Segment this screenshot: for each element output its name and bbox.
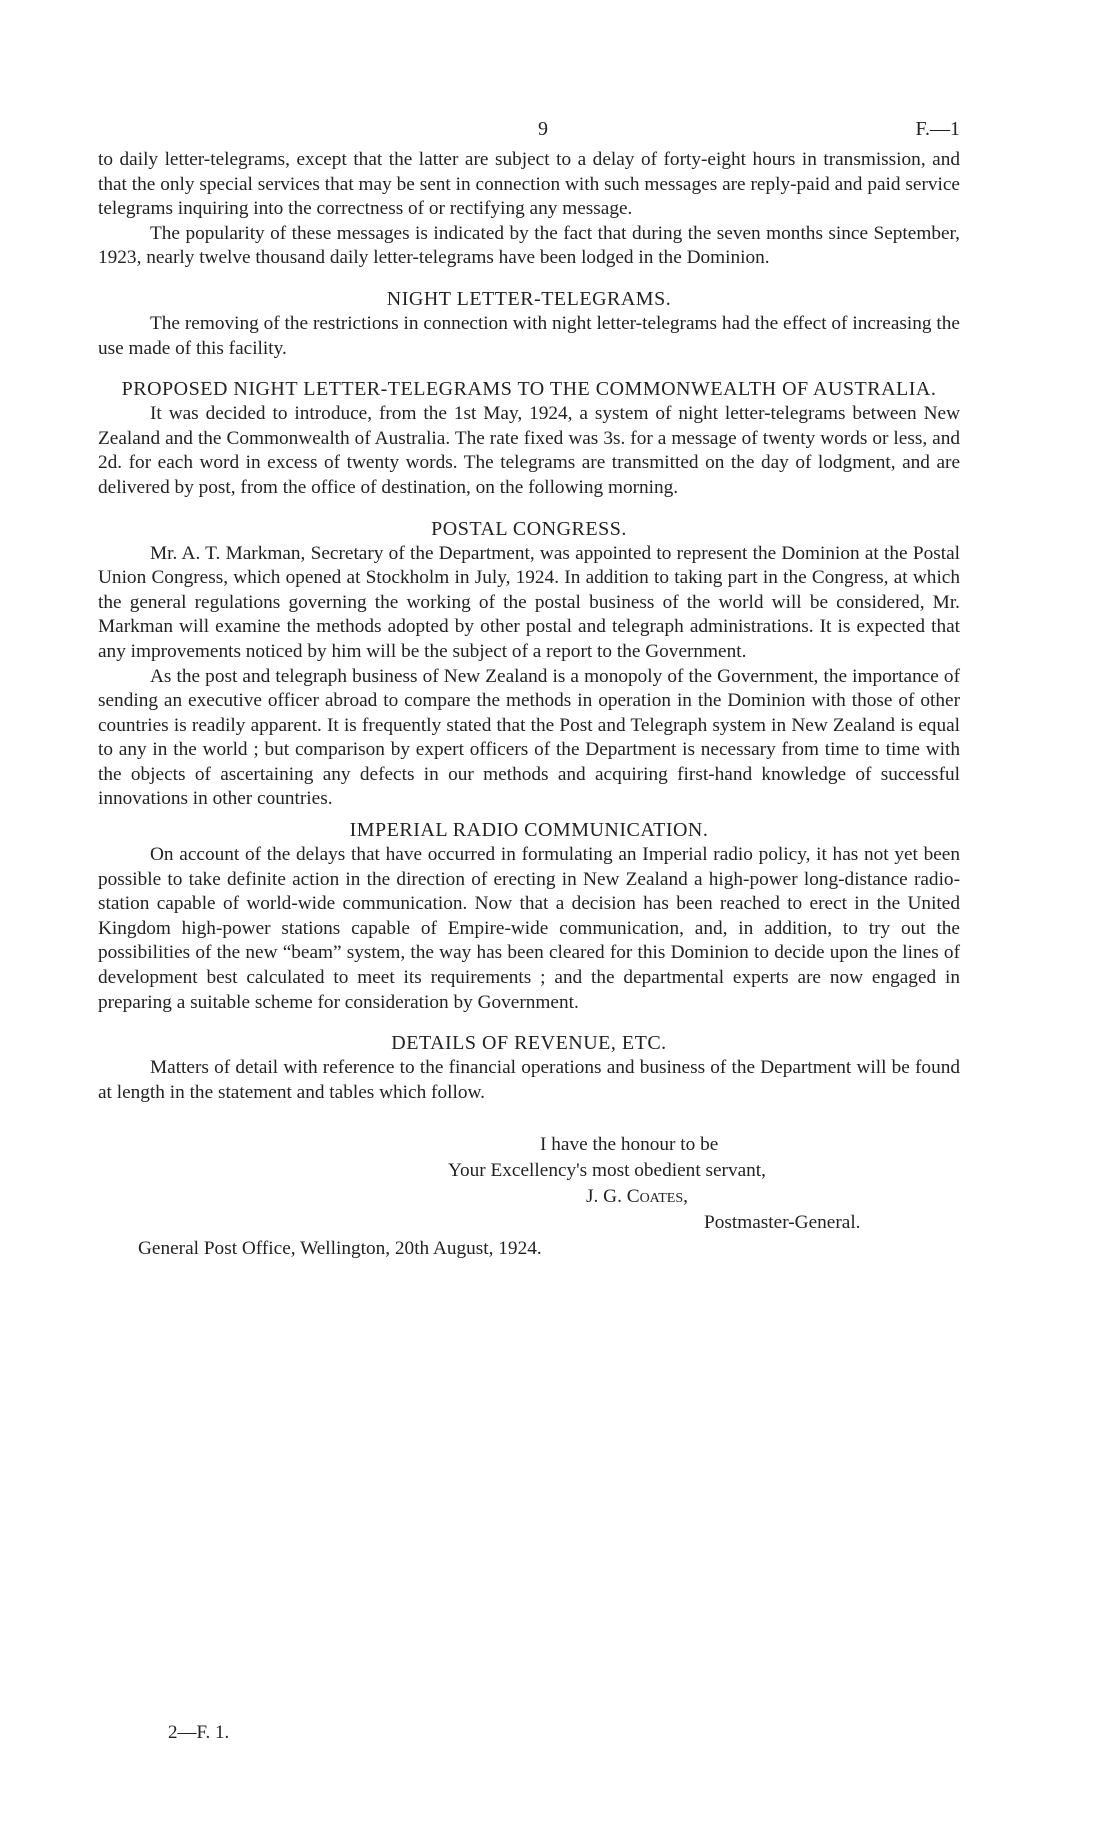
page-number: 9 — [538, 118, 548, 140]
closing-line-honour: I have the honour to be — [540, 1134, 719, 1156]
section-heading-revenue: DETAILS OF REVENUE, ETC. — [391, 1032, 667, 1055]
footer-reference: 2—F. 1. — [168, 1722, 230, 1743]
place-and-date: General Post Office, Wellington, 20th August, 1924. — [138, 1238, 542, 1260]
intro-paragraph-1: to daily letter-telegrams, except that the latter are subject to a delay of forty-eight hours in transmission, and that the only special services that may be sent in connection with such messages are reply-paid and paid service telegrams inquiring into the correctness of or rectifying any message. — [98, 149, 960, 220]
closing-line-servant: Your Excellency's most obedient servant, — [448, 1160, 766, 1182]
document-page — [98, 118, 960, 1293]
running-head — [98, 118, 960, 148]
section-heading-imperial-radio: IMPERIAL RADIO COMMUNICATION. — [349, 819, 709, 842]
section-heading-proposed-night-letter: PROPOSED NIGHT LETTER-TELEGRAMS TO THE COMMONWEALTH OF AUSTRALIA. — [121, 378, 937, 401]
revenue-paragraph: Matters of detail with reference to the financial operations and business of the Department will be found at length in the statement and tables which follow. — [98, 1057, 960, 1103]
postal-congress-paragraph-2: As the post and telegraph business of New Zealand is a monopoly of the Government, the importance of sending an executive officer abroad to compare the methods in operation in the Dominion with those of other countries is readily apparent. It is frequently stated that the Post and Telegraph system in New Zealand is equal to any in the world ; but comparison by expert officers of the Department is necessary from time to time with the objects of ascertaining any defects in our methods and acquiring first-hand knowledge of successful innovations in other countries. — [98, 665, 960, 810]
document-reference: F.—1 — [915, 118, 960, 140]
signature-title: Postmaster-General. — [704, 1212, 861, 1234]
night-letter-paragraph: The removing of the restrictions in connection with night letter-telegrams had the effect of increasing the use made of this facility. — [98, 312, 960, 359]
postal-congress-paragraph-1: Mr. A. T. Markman, Secretary of the Department, was appointed to represent the Dominion at the Postal Union Congress, which opened at Stockholm in July, 1924. In addition to taking part in the Congress, at which the general regulations governing the working of the postal business of the world will be considered, Mr. Markman will examine the methods adopted by other postal and telegraph administrations. It is expected that any improvements noticed by him will be the subject of a report to the Government. — [98, 542, 960, 662]
section-heading-postal-congress: POSTAL CONGRESS. — [431, 517, 627, 540]
proposed-night-letter-paragraph: It was decided to introduce, from the 1st May, 1924, a system of night letter-telegrams between New Zealand and the Commonwealth of Australia. The rate fixed was 3s. for a message of twenty words or less, and 2d. for each word in excess of twenty words. The telegrams are transmitted on the day of lodgment, and are delivered by post, from the office of destination, on the following morning. — [98, 403, 960, 498]
closing-block — [98, 1133, 960, 1293]
section-heading-night-letter: NIGHT LETTER-TELEGRAMS. — [386, 287, 672, 310]
imperial-radio-paragraph: On account of the delays that have occurred in formulating an Imperial radio policy, it has not yet been possible to take definite action in the direction of erecting in New Zealand a high-power long-distance radio-station capable of world-wide communication. Now that a decision has been reached to erect in the United Kingdom high-power stations capable of Empire-wide communication, and, in addition, to try out the possibilities of the new “beam” system, the way has been cleared for this Dominion to decide upon the lines of development best calculated to meet its requirements ; and the departmental experts are now engaged in preparing a suitable scheme for consideration by Government. — [98, 844, 960, 1013]
signature-name: J. G. Coates, — [586, 1186, 688, 1208]
intro-paragraph-2: The popularity of these messages is indicated by the fact that during the seven months since September, 1923, nearly twelve thousand daily letter-telegrams have been lodged in the Dominion. — [98, 222, 960, 269]
